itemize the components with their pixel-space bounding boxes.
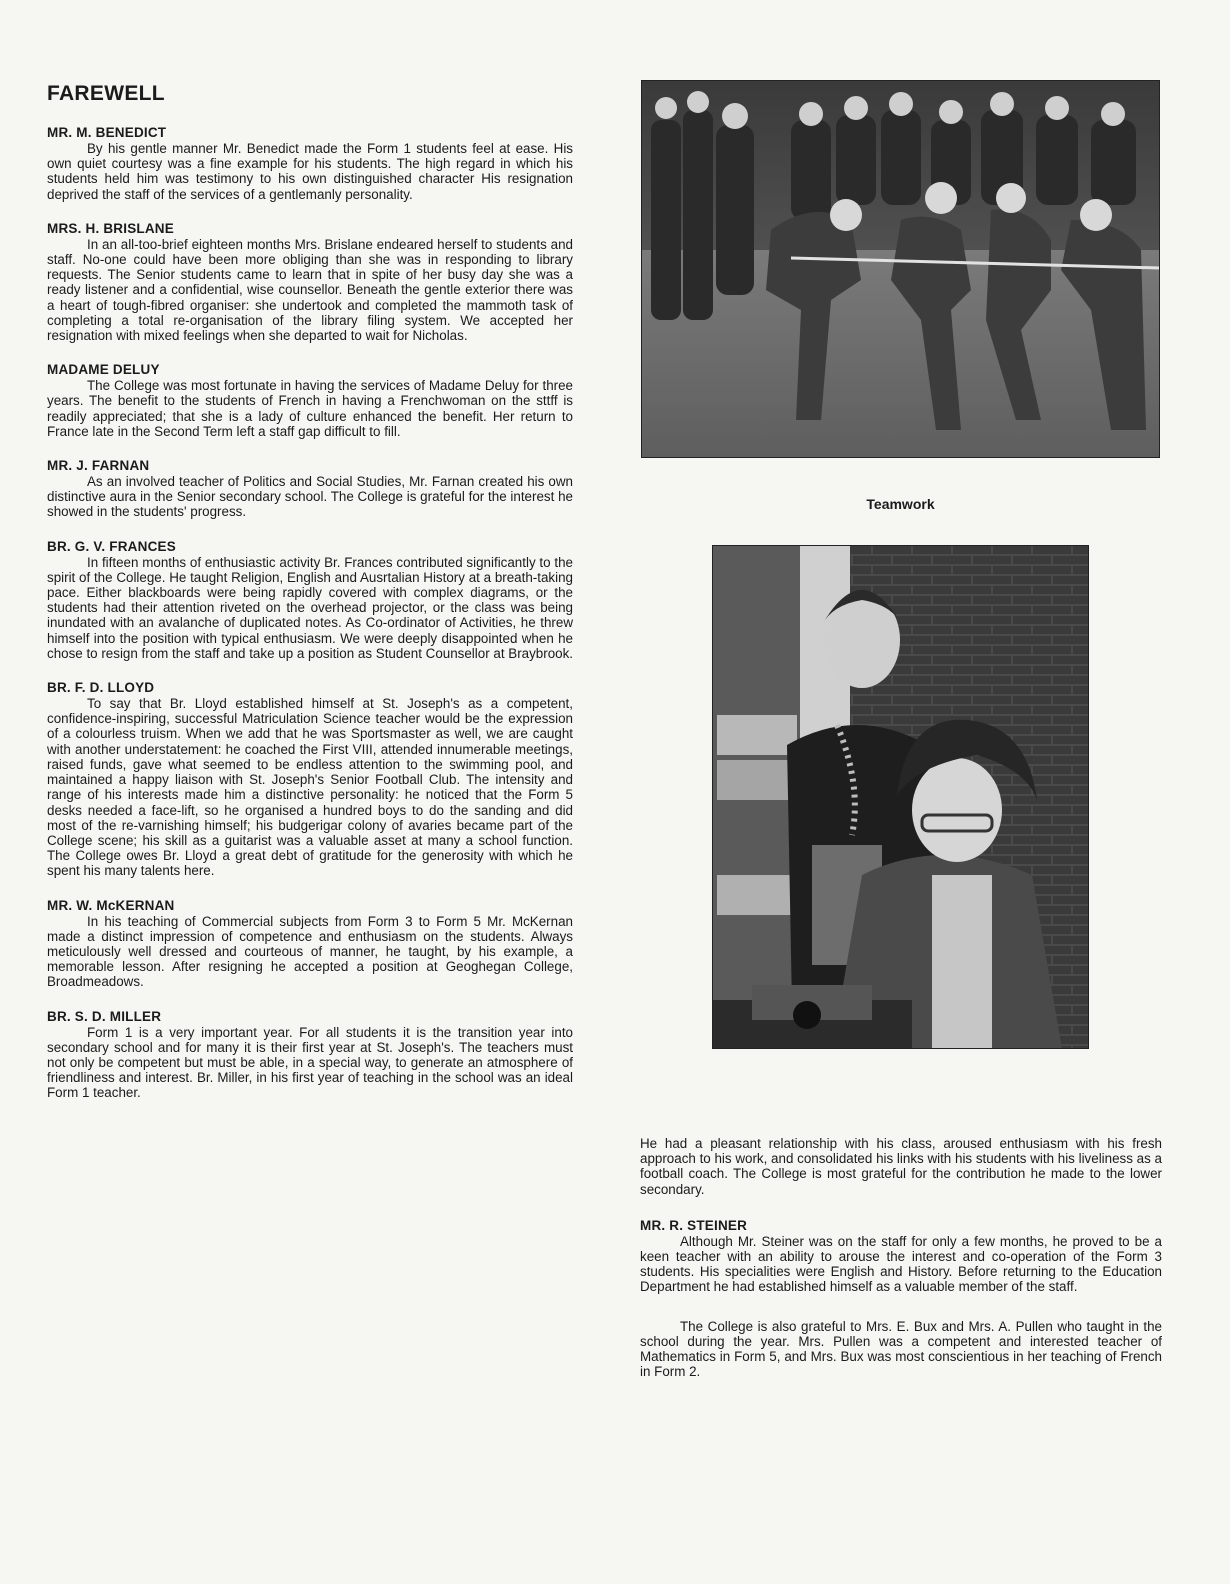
entry-body: As an involved teacher of Politics and Social Studies, Mr. Farnan created his own distinctive aura in the Senior secondary school. The College is grateful for the interest he showed in the students' progress. (47, 474, 573, 520)
farewell-entry-lloyd (47, 680, 573, 878)
farewell-entry-farnan (47, 458, 573, 520)
teachers-photo-image (712, 545, 1089, 1049)
entry-heading: MR. J. FARNAN (47, 458, 150, 474)
farewell-entry-benedict (47, 125, 573, 202)
entry-body: In fifteen months of enthusiastic activity Br. Frances contributed significantly to the spirit of the College. He taught Religion, English and Ausrtalian History at a breath-taking pace. Either blackboards were being rapidly covered with complex diagrams, or the students had their attention riveted on the overhead projector, or the class was being inundated with an avalanche of duplicated notes. As Co-ordinator of Activities, he threw himself into the position with typical enthusiasm. We were deeply disappointed when he chose to resign from the staff and take up a position as Student Counsellor at Braybrook. (47, 554, 574, 661)
entry-body: The College was most fortunate in having the services of Madame Deluy for three years. The benefit to the students of French in having a Frenchwoman on the sttff is readily appreciated; that she is a lady of culture enhanced the benefit. Her return to France late in the Second Term left a staff gap difficult to fill. (47, 378, 573, 439)
entry-body-continuation: He had a pleasant relationship with his class, aroused enthusiasm with his fresh approach to his work, and consolidated his links with his students with his liveliness as a football coach. The College is most grateful for the contribution he made to the lower secondary. (640, 1136, 1162, 1197)
left-column (47, 125, 573, 1120)
farewell-entry-miller (47, 1009, 573, 1101)
farewell-entry-mckernan (47, 898, 573, 990)
right-column (640, 1136, 1162, 1400)
farewell-entry-brislane (47, 221, 573, 343)
closing-note (640, 1319, 1162, 1380)
teamwork-photo (641, 80, 1160, 458)
teamwork-photo-image (641, 80, 1160, 458)
teamwork-caption: Teamwork (866, 496, 935, 512)
entry-heading: BR. G. V. FRANCES (47, 538, 176, 554)
entry-body: Although Mr. Steiner was on the staff for only a few months, he proved to be a keen teacher with an ability to arouse the interest and co-operation of the Form 3 students. His specialities were English and History. Before returning to the Education Department he had established himself as a valuable member of the staff. (640, 1233, 1162, 1295)
entry-body: By his gentle manner Mr. Benedict made the Form 1 students feel at ease. His own quiet courtesy was a fine example for his students. The high regard in which his students held him was testimony to his own distinguished character His resignation deprived the staff of the services of a gentlemanly personality. (47, 141, 573, 202)
teachers-photo (712, 545, 1089, 1049)
entry-body: Form 1 is a very important year. For all students it is the transition year into secondary school and for many it is their first year at St. Joseph's. The teachers must not only be competent but must be able, in a special way, to generate an atmosphere of friendliness and interest. Br. Miller, in his first year of teaching in the school was an ideal Form 1 teacher. (47, 1024, 573, 1101)
entry-heading: MR. W. McKERNAN (47, 897, 175, 913)
farewell-entry-steiner (640, 1218, 1162, 1295)
closing-paragraph: The College is also grateful to Mrs. E. Bux and Mrs. A. Pullen who taught in the school during the year. Mrs. Pullen was a competent and interested teacher of Mathematics in Form 5, and Mrs. Bux was most conscientious in her teaching of French in Form 2. (640, 1318, 1162, 1380)
farewell-entry-frances (47, 539, 573, 661)
entry-heading: MRS. H. BRISLANE (47, 220, 174, 236)
farewell-entry-deluy (47, 362, 573, 439)
entry-heading: MR. R. STEINER (640, 1217, 748, 1233)
entry-heading: BR. F. D. LLOYD (47, 680, 155, 696)
entry-heading: BR. S. D. MILLER (47, 1008, 162, 1024)
miller-continuation (640, 1136, 1162, 1197)
page-title: FAREWELL (47, 82, 165, 105)
entry-body: In an all-too-brief eighteen months Mrs. Brislane endeared herself to students and staff. No-one could have been more obliging than she was in responding to library requests. The Senior students came to learn that in spite of her busy day she was a ready listener and a confidential, wise counsellor. Beneath the gentle exterior there was a heart of tough-fibred organiser: she undertook and completed the mammoth task of completing a total re-organisation of the library filing system. We accepted her resignation with mixed feelings when she departed to wait for Nicholas. (47, 236, 573, 344)
entry-heading: MR. M. BENEDICT (47, 125, 167, 140)
entry-heading: MADAME DELUY (47, 362, 160, 378)
entry-body: In his teaching of Commercial subjects from Form 3 to Form 5 Mr. McKernan made a distinct impression of competence and enthusiasm on the students. Always meticulously well dressed and courteous of manner, he taught, by his example, a memorable lesson. After resigning he accepted a position at Geoghegan College, Broadmeadows. (47, 913, 573, 990)
entry-body: To say that Br. Lloyd established himself at St. Joseph's as a competent, confidence-inspiring, successful Matriculation Science teacher would be the expression of a colourless truism. When we add that he was Sportsmaster as well, we are caught with another understatement: he coached the First VIII, attended innumerable meetings, raised funds, gave what seemed to be endless attention to the swimming pool, and maintained a happy liaison with St. Joseph's Senior Football Club. The intensity and range of his interests made him a distinctive personality: he noticed that the Form 5 desks needed a face-lift, so he organised a hundred boys to do the sanding and did most of the re-varnishing himself; his budgerigar colony of avaries became part of the College scene; his skill as a guitarist was a valuable asset at many a school function. The College owes Br. Lloyd a great debt of gratitude for the generosity with which he spent his many talents here. (47, 696, 573, 879)
